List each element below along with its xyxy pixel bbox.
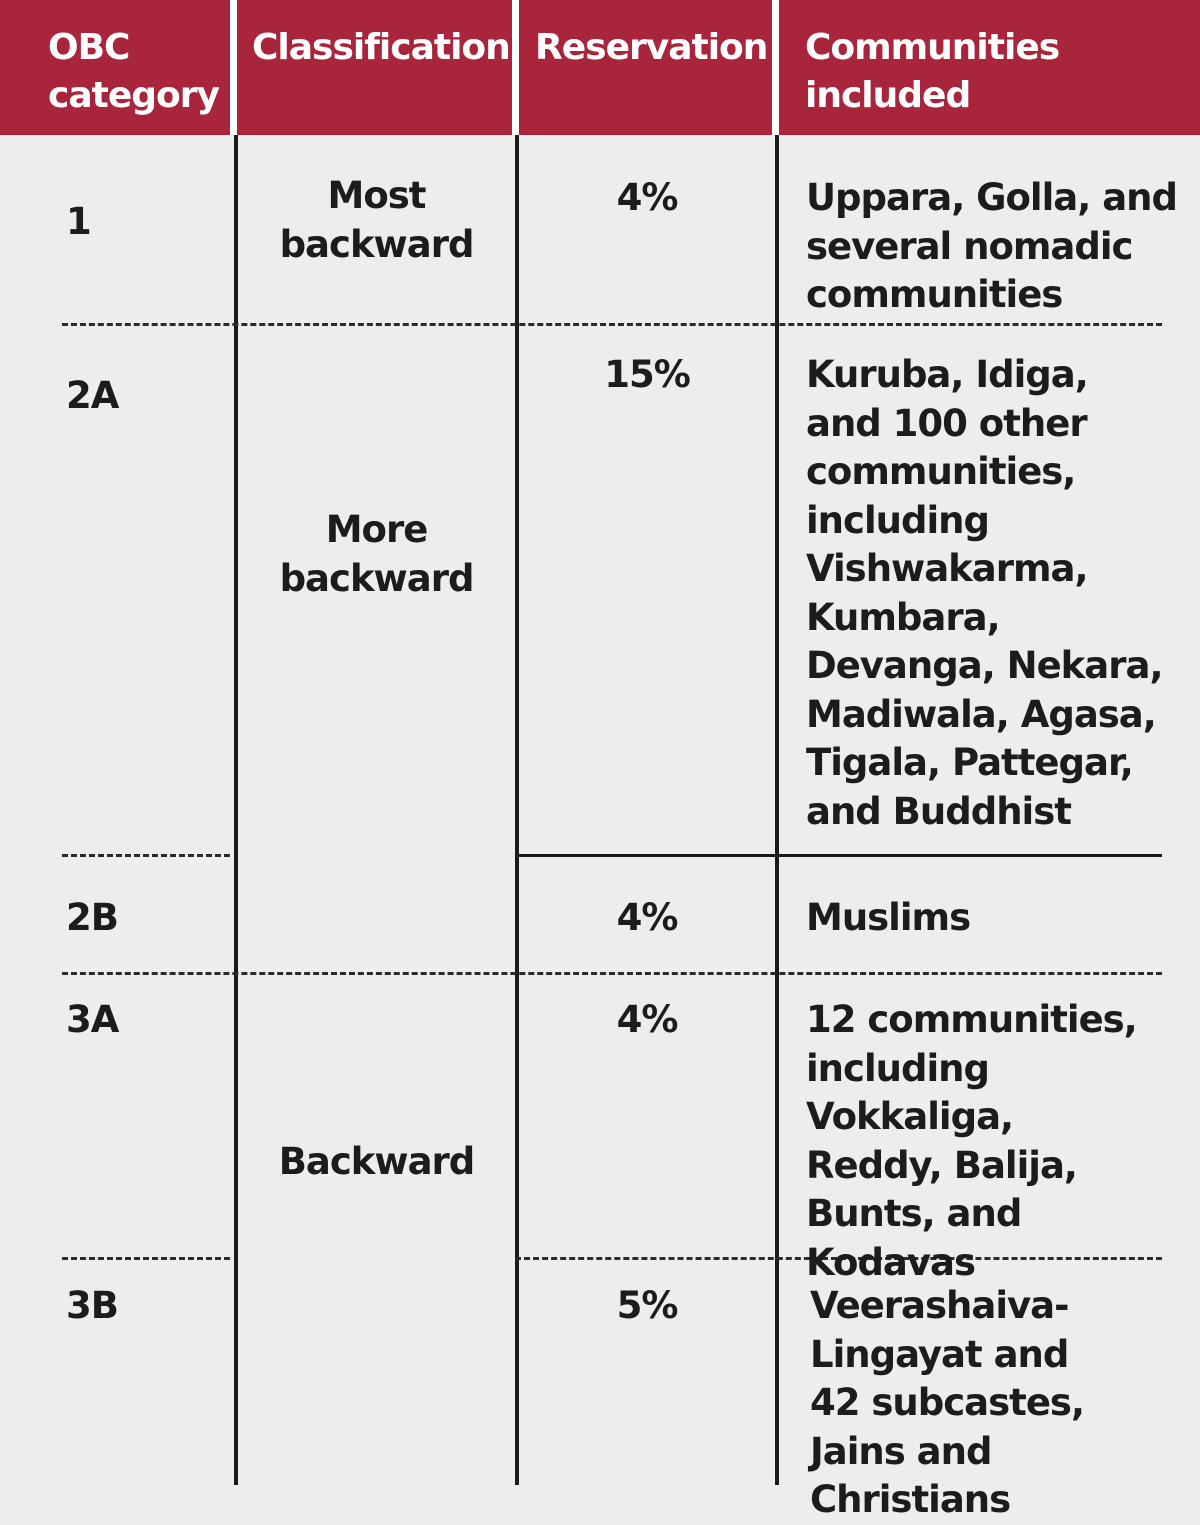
category-cell-2b: 2B (66, 896, 118, 939)
header-divider (230, 0, 237, 135)
category-cell-3b: 3B (66, 1284, 118, 1327)
header-classification: Classification (252, 27, 510, 68)
communities-cell-3b: Veerashaiva- Lingayat and 42 subcastes, Jains and Christians (810, 1284, 1085, 1521)
category-cell-1: 1 (66, 200, 91, 243)
communities-cell-2a: Kuruba, Idiga, and 100 other communities, including Vishwakarma, Kumbara, Devanga, Nekara, Madiwala, Agasa, Tigala, Pattegar, and Buddhist (806, 353, 1163, 833)
header-communities-included: Communities included (805, 27, 1060, 116)
communities-cell-1: Uppara, Golla, and several nomadic communities (806, 176, 1177, 316)
reservation-cell-2b: 4% (616, 896, 678, 939)
row-separator (62, 854, 230, 857)
reservation-cell-2a: 15% (604, 353, 690, 396)
reservation-cell-3b: 5% (616, 1284, 678, 1327)
header-divider (512, 0, 519, 135)
reservation-cell-3a: 4% (616, 998, 678, 1041)
classification-more-backward: More backward (279, 508, 474, 600)
category-cell-2a: 2A (66, 374, 119, 417)
header-obc-category: OBC category (48, 27, 219, 116)
row-separator (62, 323, 1162, 326)
table-header (0, 0, 1200, 135)
column-divider (775, 135, 779, 1485)
row-separator (62, 1257, 230, 1260)
category-cell-3a: 3A (66, 998, 119, 1041)
classification-most-backward: Most backward (279, 174, 474, 266)
classification-backward: Backward (278, 1140, 475, 1183)
header-reservation: Reservation (535, 27, 768, 68)
row-separator (515, 854, 1162, 857)
header-divider (772, 0, 779, 135)
column-divider (234, 135, 238, 1485)
reservation-cell-1: 4% (616, 176, 678, 219)
row-separator (62, 972, 1162, 975)
communities-cell-2b: Muslims (806, 896, 971, 939)
communities-cell-3a: 12 communities, including Vokkaliga, Reddy, Balija, Bunts, and Kodavas (806, 998, 1137, 1284)
